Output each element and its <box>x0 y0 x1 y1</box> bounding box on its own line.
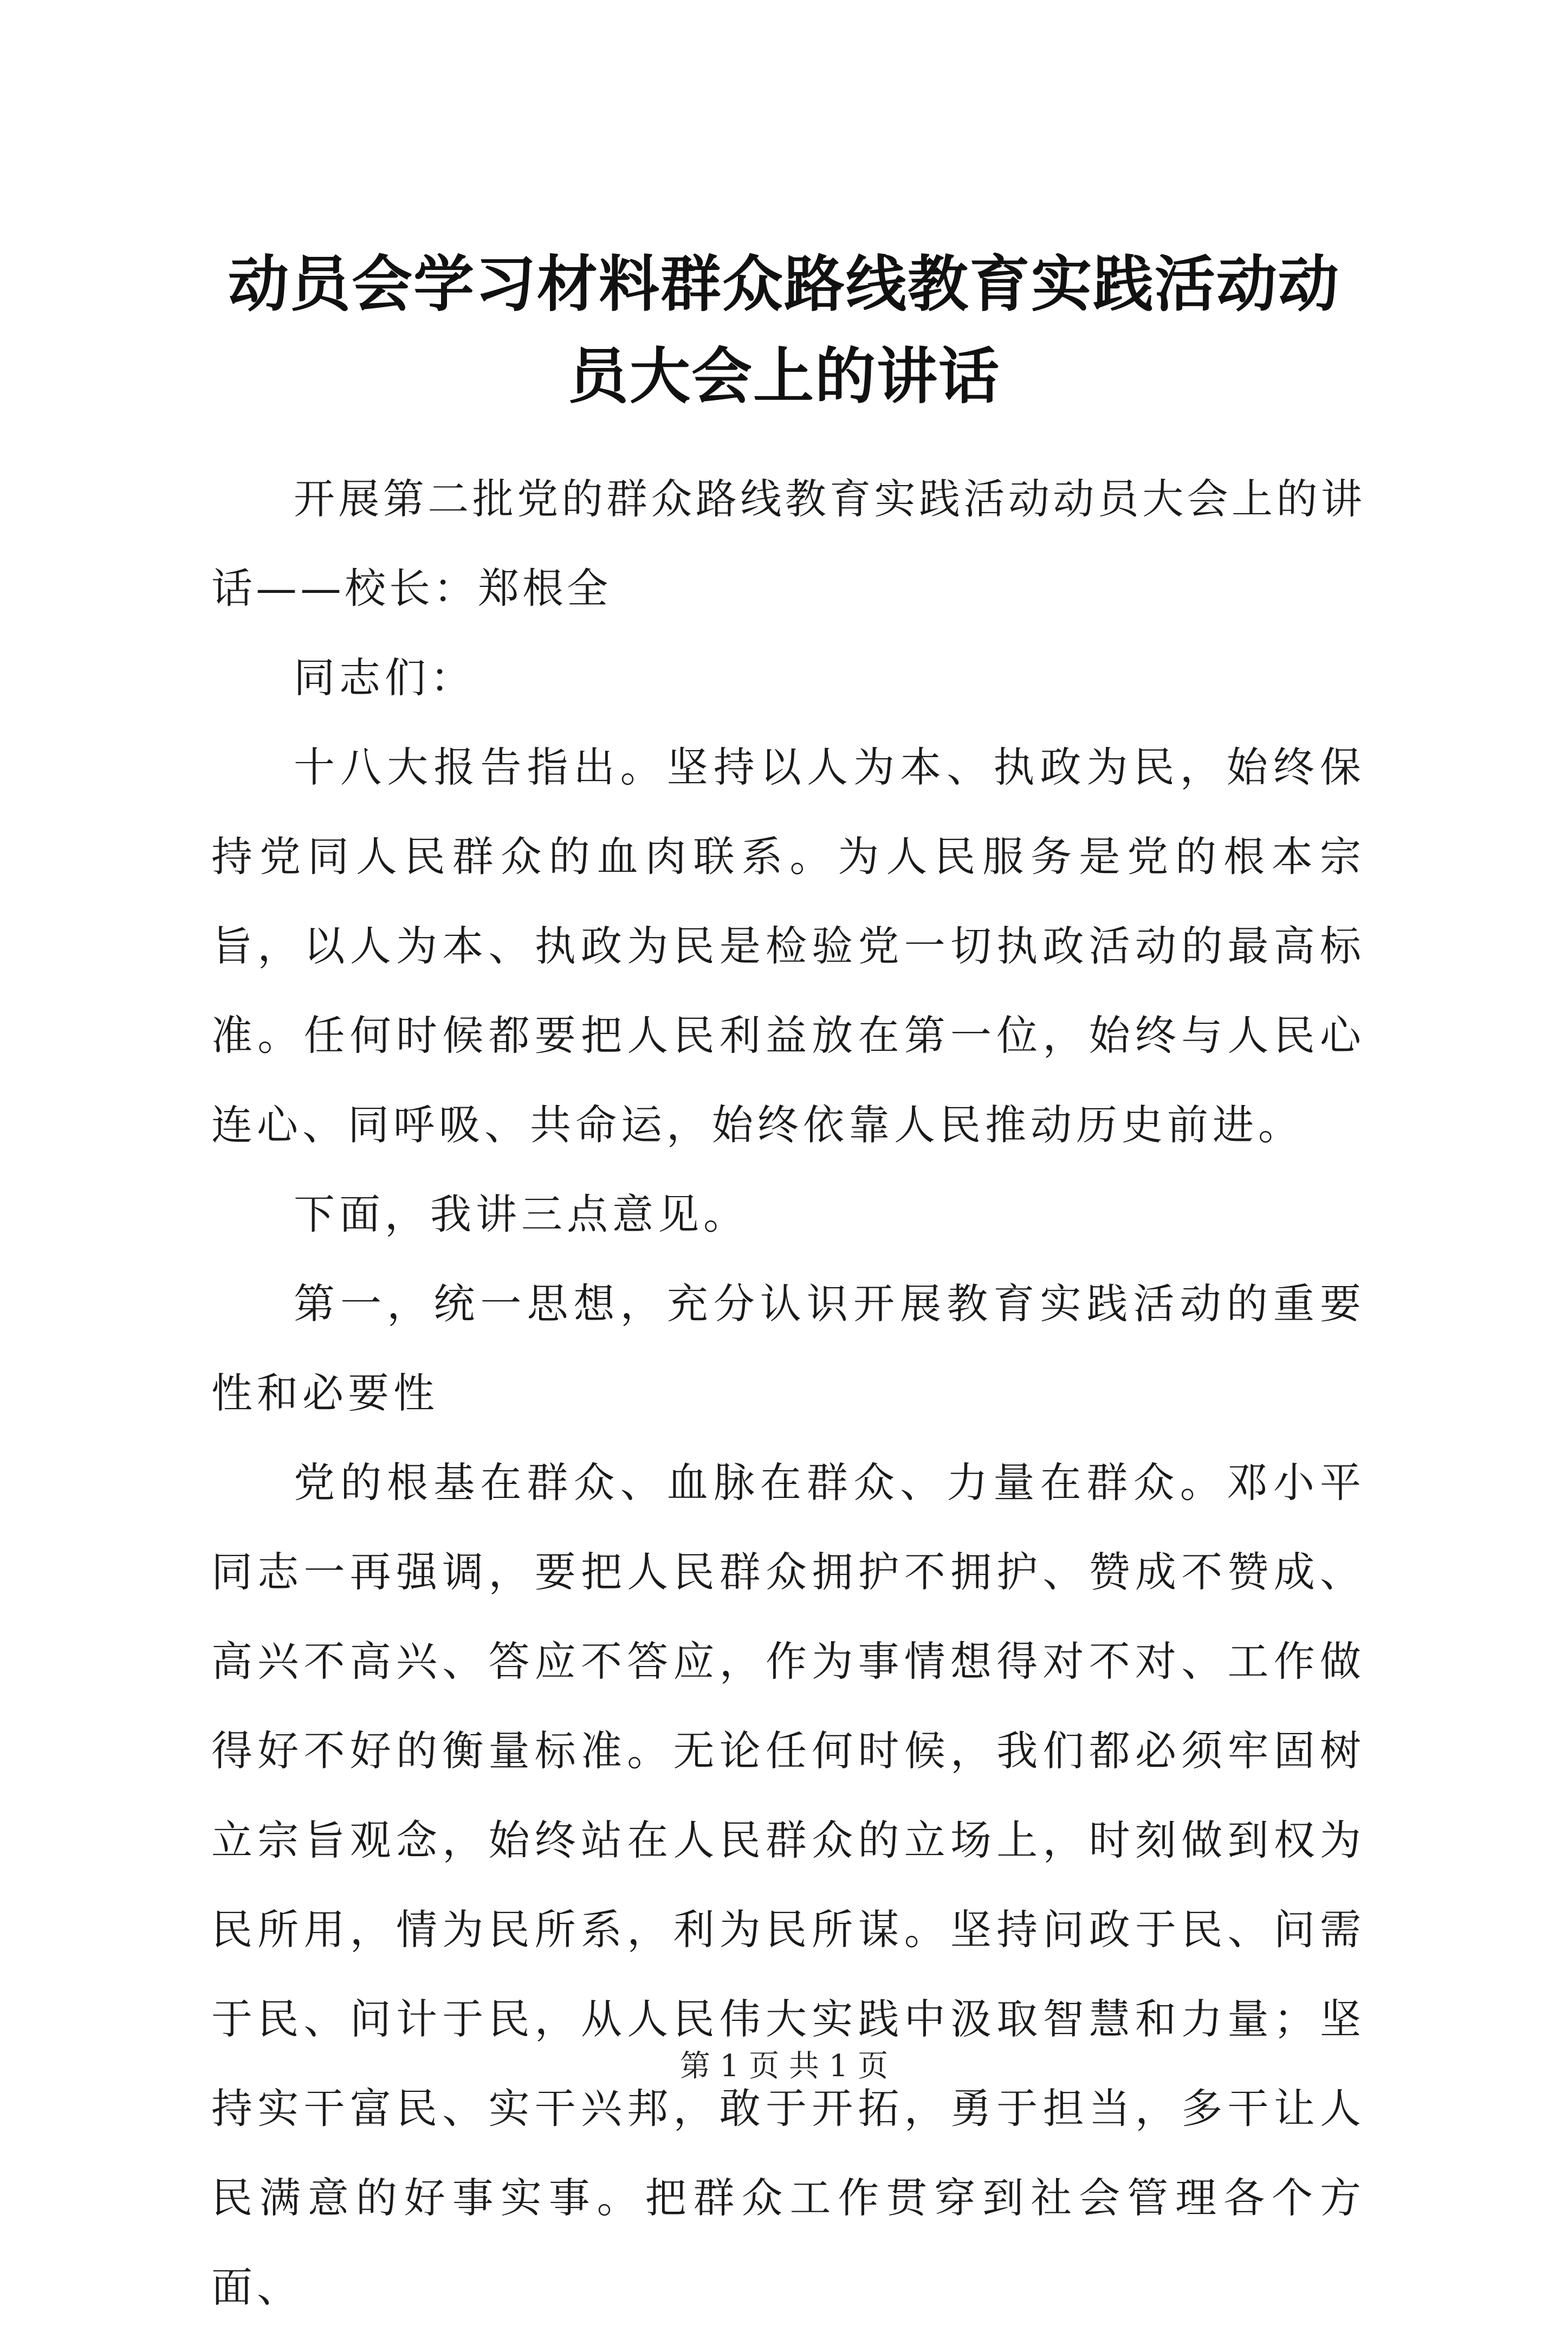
salutation-paragraph: 同志们： <box>294 654 476 702</box>
body-paragraph: 党的根基在群众、血脉在群众、力量在群众。邓小平同志一再强调，要把人民群众拥护不拥护、赞成不赞成、高兴不高兴、答应不答应，作为事情想得对不对、工作做得好不好的衡量标准。无论任何时候，我们都必须牢固树立宗旨观念，始终站在人民群众的立场上，时刻做到权为民所用，情为民所系，利为民所谋。坚持问政于民、问需于民、问计于民，从人民伟大实践中汲取智慧和力量；坚持实干富民、实干兴邦，敢于开拓，勇于担当，多干让人民满意的好事实事。把群众工作贯穿到社会管理各个方面、 <box>211 1458 1365 2311</box>
body-paragraph: 下面，我讲三点意见。 <box>294 1190 749 1238</box>
page-footer: 第 1 页 共 1 页 <box>679 2049 889 2084</box>
subtitle-paragraph: 开展第二批党的群众路线教育实践活动动员大会上的讲话——校长：郑根全 <box>211 475 1365 612</box>
document-title: 动员会学习材料群众路线教育实践活动动员大会上的讲话 <box>228 249 1340 412</box>
section-heading-paragraph: 第一，统一思想，充分认识开展教育实践活动的重要性和必要性 <box>211 1280 1365 1417</box>
body-paragraph: 十八大报告指出。坚持以人为本、执政为民，始终保持党同人民群众的血肉联系。为人民服务是党的根本宗旨，以人为本、执政为民是检验党一切执政活动的最高标准。任何时候都要把人民利益放在第一位，始终与人民心连心、同呼吸、共命运，始终依靠人民推动历史前进。 <box>211 743 1365 1149</box>
